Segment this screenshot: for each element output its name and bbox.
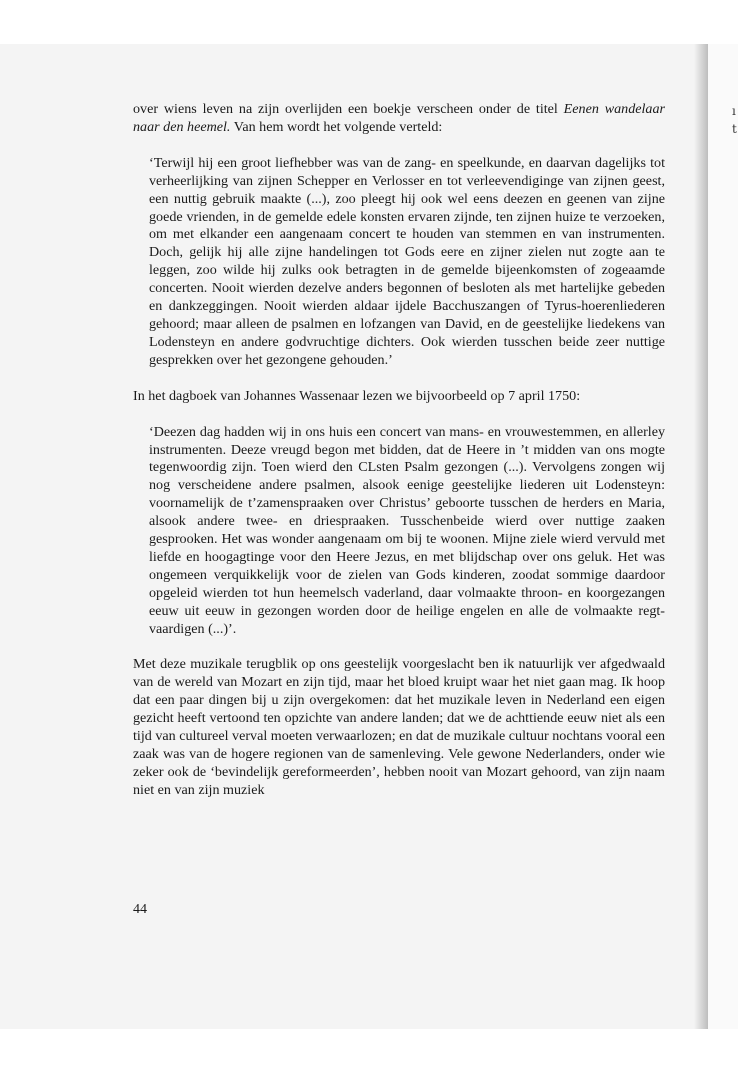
page-text — [133, 101, 665, 818]
diary-intro-paragraph: In het dagboek van Johannes Wassenaar lezen we bijvoorbeeld op 7 april 1750: — [133, 387, 581, 404]
intro-text: over wiens leven na zijn overlijden een boekje verscheen onder de titel — [133, 101, 564, 117]
diary-quote-paragraph: ‘Deezen dag hadden wij in ons huis een concert van mans- en vrouwestemmen, en allerley instrumenten. Deeze vreugd begon met bidden, dat de Heere in ’t midden van ons mogte tegenwoordig zijn. Toen wierd den CLsten Psalm gezongen (...). Vervolgens zongen wij nog verscheidene andere psalmen, alsook eenige geestelijke liederen uit Lodensteyn: voornamelijk de t’zamenspraaken over Christus’ geboorte tusschen de herders en Maria, alsook andere twee- en driespraaken. Tusschenbeide wierd over nuttige zaaken gesprooken. Het was wonder aangenaam om bij te woonen. Mijne ziele wierd vervuld met liefde en hoogagtinge voor den Heere Jezus, en met blijdschap over ons geluk. Het was ongemeen verquikkelijk voor de zielen van Gods kinderen, zoodat sommige daardoor opgeleid wierden tot hun heemelsch vaderland, daar volmaakte throon- en koorgezangen eeuw uit eeuw in gezongen worden door de heilige engelen en alle de volmaakte regtvaardigen (...)’. — [149, 423, 665, 637]
adjacent-page-edge — [708, 44, 738, 1029]
closing-paragraph: Met deze muzikale terugblik op ons geestelijk voorgeslacht ben ik natuurlijk ver afgedwaald van de wereld van Mozart en zijn tijd, maar het bloed kruipt waar het niet gaan mag. Ik hoop dat een paar dingen bij u zijn overgekomen: dat het muzikale leven in Nederland een eigen gezicht heeft vertoond ten opzichte van andere landen; dat we de achttiende eeuw niet als een tijd van cultureel verval moeten verwaarlozen; en dat de muzikale cultuur nochtans vooral een zaak was van de hogere regionen van de samenleving. Vele gewone Nederlanders, onder wie zeker ook de ‘bevindelijk gereformeerden’, hebben nooit van Mozart gehoord, van zijn naam niet en van zijn muziek — [133, 656, 665, 798]
page-gutter — [694, 44, 708, 1029]
page-number: 44 — [133, 902, 147, 917]
adjacent-page-fragment: ı — [732, 104, 736, 118]
quote-paragraph: ‘Terwijl hij een groot liefhebber was van de zang- en speelkunde, en daarvan dagelijks tot verheerlijking van zijnen Schepper en Verlosser en tot verleevendiginge van zijnen geest, een nuttig gebruik maakte (...), zoo pleegt hij ook wel eens deezen en geenen van zijne goede vrienden, in de gemelde edele konsten ervaren zijnde, ten zijnen huize te verzoeken, om met elkander een aangenaam concert te houden van stemmen en van instrumenten. Doch, gelijk hij alle zijne handelingen tot Gods eere en zijner zielen nut zogte aan te leggen, zoo wilde hij zulks ook betragten in de gemelde bijeenkomsten of zogeaamde concerten. Nooit wierden dezelve anders begonnen of besloten als met hartelijke gebeden en dankzeggingen. Nooit wierden aldaar ijdele Bacchuszangen of Tyrus-hoerenliederen gehoord; maar alleen de psalmen en lofzangen van David, en de geestelijke liedekens van Lodensteyn en andere godvruchtige dichters. Ook wierden tusschen beide zeer nuttige gesprekken over het gezongene gehouden.’ — [149, 154, 665, 368]
book-title: Eenen wandelaar naar den heemel. — [133, 101, 665, 135]
adjacent-page-fragment: t — [732, 122, 737, 136]
intro-text-end: Van hem wordt het volgende verteld: — [230, 118, 443, 135]
intro-paragraph — [133, 101, 665, 137]
